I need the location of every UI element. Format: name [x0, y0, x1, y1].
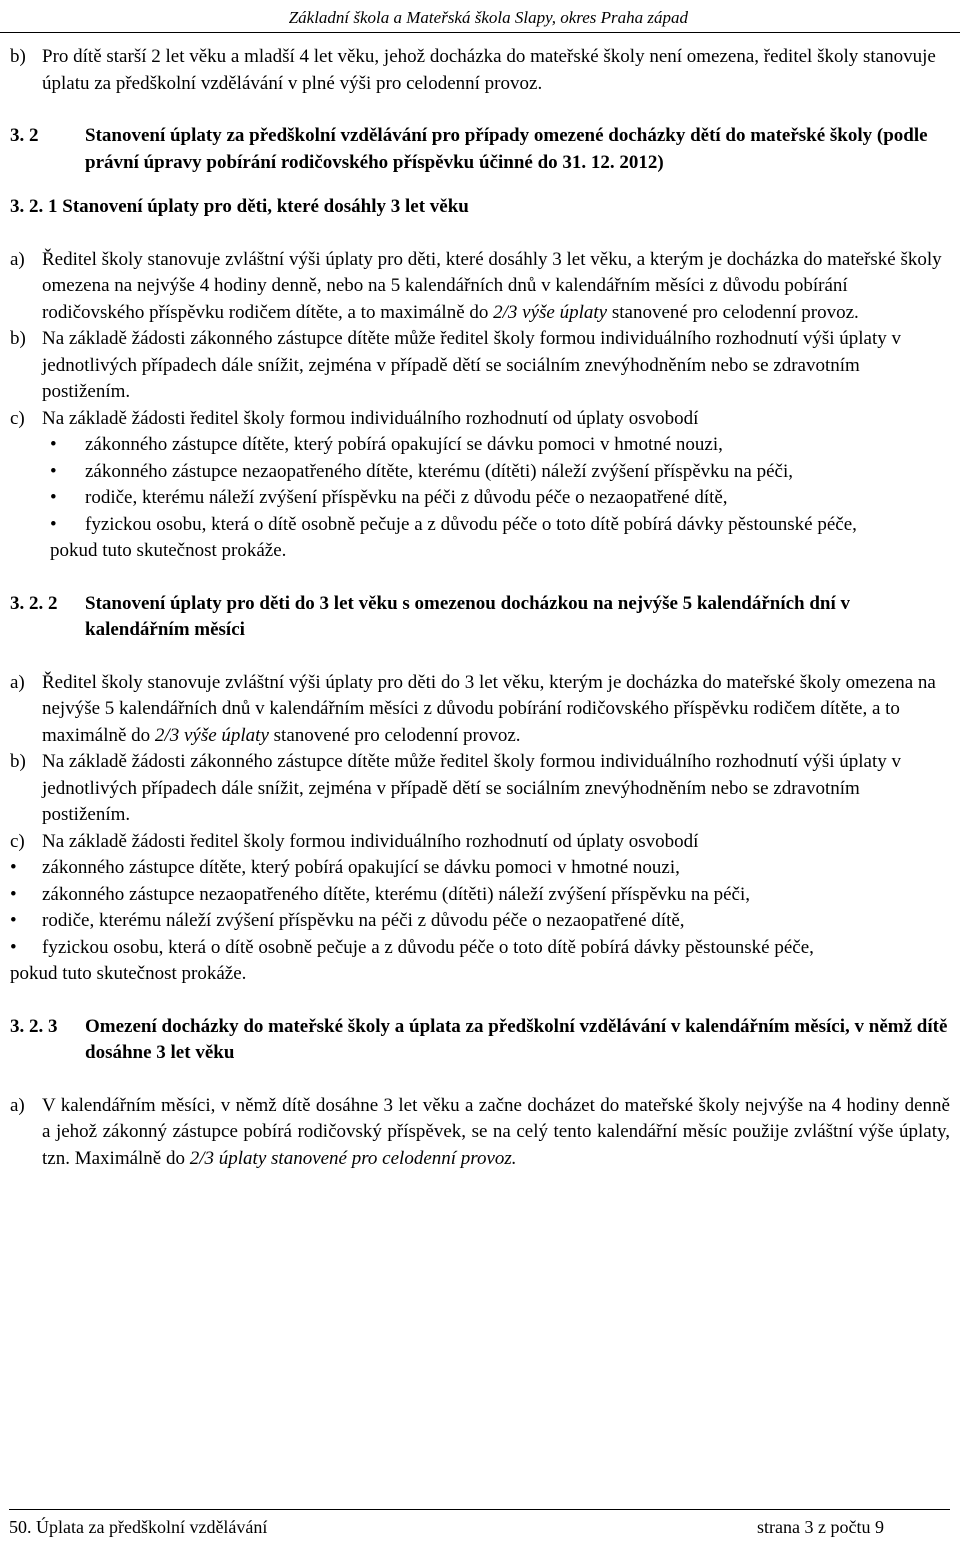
bullet-text: rodiče, kterému náleží zvýšení příspěvku na péči z důvodu péče o nezaopatřené dítě,	[85, 487, 728, 508]
document-body	[10, 44, 950, 1172]
section-number: 3. 2. 2	[10, 592, 58, 614]
text-run: Ředitel školy stanovuje zvláštní výši úplaty pro děti do 3 let věku, kterým je docházka do mateřské školy omezena na nejvýše 5 kalendářních dnů v kalendářním měsíci z důvodu pobírání rodičovského příspěvku rodičem dítěte, a to maximálně do	[42, 671, 936, 746]
bullet-item	[10, 935, 950, 962]
paragraph-a	[10, 670, 950, 750]
bullet-icon: •	[10, 910, 17, 931]
footer-chapter: 50. Úplata za předškolní vzdělávání	[9, 1517, 268, 1537]
intro-paragraph-b	[10, 44, 950, 97]
paragraph-text	[42, 1093, 950, 1173]
bullet-item	[10, 432, 950, 459]
paragraph-b	[10, 326, 950, 406]
section-number: 3. 2. 3	[10, 1015, 58, 1037]
closing-text: pokud tuto skutečnost prokáže.	[10, 963, 247, 984]
bullet-text: zákonného zástupce nezaopatřeného dítěte, kterému (dítěti) náleží zvýšení příspěvku na péči,	[42, 883, 750, 905]
bullet-item	[10, 485, 950, 512]
bullet-icon: •	[50, 513, 57, 535]
bullet-text: fyzickou osobu, která o dítě osobně pečuje a z důvodu péče o toto dítě pobírá dávky pěstounské péče,	[85, 513, 857, 535]
section-3-2-1-body	[10, 247, 950, 565]
paragraph-text	[42, 247, 950, 327]
bullet-item	[10, 512, 950, 539]
bullet-icon: •	[10, 857, 17, 878]
italic-run: 2/3 výše úplaty	[493, 301, 608, 323]
section-number: 3. 2	[10, 125, 39, 146]
list-label: a)	[10, 248, 25, 270]
page-footer	[9, 1509, 950, 1538]
section-title: Stanovení úplaty pro děti do 3 let věku s omezenou docházkou na nejvýše 5 kalendářních dní v kalendářním měsíci	[85, 592, 851, 640]
bullet-item	[10, 459, 950, 486]
text-run: Ředitel školy stanovuje zvláštní výši úplaty pro děti, které dosáhly 3 let věku, a kterým je docházka do mateřské školy omezena na nejvýše 4 hodiny denně, nebo na 5 kalendářních dnů v kalendářním měsíci z důvodu pobírání rodičovského příspěvku rodičem dítěte, a to maximálně do	[42, 248, 942, 323]
paragraph-a	[10, 247, 950, 327]
text-run: stanovené pro celodenní provoz.	[268, 724, 521, 746]
bullet-item	[10, 908, 950, 935]
section-title: Stanovení úplaty za předškolní vzdělávání pro případy omezené docházky dětí do mateřské školy (podle právní úpravy pobírání rodičovského příspěvku účinné do 31. 12. 2012)	[85, 125, 928, 173]
paragraph-text: Na základě žádosti ředitel školy formou individuálního rozhodnutí od úplaty osvobodí	[42, 830, 699, 852]
paragraph-text: Na základě žádosti ředitel školy formou individuálního rozhodnutí od úplaty osvobodí	[42, 407, 699, 429]
paragraph-text: Na základě žádosti zákonného zástupce dítěte může ředitel školy formou individuálního rozhodnutí výši úplaty v jednotlivých případech dále snížit, zejména v případě dětí se sociálním znevýhodněním nebo se zdravotním postižením.	[42, 328, 901, 402]
paragraph-b	[10, 749, 950, 829]
bullet-text: zákonného zástupce nezaopatřeného dítěte, kterému (dítěti) náleží zvýšení příspěvku na péči,	[85, 460, 793, 482]
text-run: stanovené pro celodenní provoz.	[607, 301, 859, 323]
section-3-2-3-body	[10, 1093, 950, 1173]
bullet-item	[10, 855, 950, 882]
paragraph-text: Na základě žádosti zákonného zástupce dítěte může ředitel školy formou individuálního rozhodnutí výši úplaty v jednotlivých případech dále snížit, zejména v případě dětí se sociálním znevýhodněním nebo se zdravotním postižením.	[42, 751, 901, 825]
italic-run: 2/3 výše úplaty	[154, 724, 269, 746]
closing-text: pokud tuto skutečnost prokáže.	[50, 540, 287, 561]
section-heading-3-2-1: 3. 2. 1 Stanovení úplaty pro děti, které dosáhly 3 let věku	[10, 196, 469, 217]
page-header	[0, 6, 960, 33]
bullet-icon: •	[50, 460, 57, 482]
list-label: a)	[10, 1094, 25, 1116]
section-3-2-2-body	[10, 670, 950, 988]
bullet-item	[10, 882, 950, 909]
section-heading-3-2-2	[10, 591, 950, 644]
bullet-icon: •	[50, 434, 57, 455]
list-label: c)	[10, 830, 25, 852]
list-label: c)	[10, 407, 25, 429]
paragraph-text: Pro dítě starší 2 let věku a mladší 4 let věku, jehož docházka do mateřské školy není omezena, ředitel školy stanovuje úplatu za předškolní vzdělávání v plné výši pro celodenní provoz.	[42, 46, 936, 94]
bullet-text: zákonného zástupce dítěte, který pobírá opakující se dávku pomoci v hmotné nouzi,	[42, 857, 680, 878]
bullet-icon: •	[10, 883, 17, 905]
bullet-text: zákonného zástupce dítěte, který pobírá opakující se dávku pomoci v hmotné nouzi,	[85, 434, 723, 455]
header-title: Základní škola a Mateřská škola Slapy, okres Praha západ	[288, 8, 688, 27]
text-run: V kalendářním měsíci, v němž dítě dosáhne 3 let věku a začne docházet do mateřské školy nejvýše na 4 hodiny denně a jehož zákonný zástupce pobírá rodičovský příspěvek, se na celý tento kalendářní měsíc použije zvláštní výše úplaty, tzn. Maximálně do	[42, 1094, 950, 1169]
section-heading-3-2	[10, 123, 950, 176]
list-label: b)	[10, 46, 26, 67]
bullet-text: rodiče, kterému náleží zvýšení příspěvku na péči z důvodu péče o nezaopatřené dítě,	[42, 910, 685, 931]
list-label: a)	[10, 671, 25, 693]
bullet-icon: •	[50, 487, 57, 508]
bullet-text: fyzickou osobu, která o dítě osobně pečuje a z důvodu péče o toto dítě pobírá dávky pěstounské péče,	[42, 936, 814, 958]
section-title: Omezení docházky do mateřské školy a úplata za předškolní vzdělávání v kalendářním měsíci, v němž dítě dosáhne 3 let věku	[85, 1015, 948, 1063]
section-heading-3-2-3	[10, 1014, 950, 1067]
page-number: strana 3 z počtu 9	[757, 1517, 884, 1537]
paragraph-text	[42, 670, 950, 750]
paragraph-a	[10, 1093, 950, 1173]
italic-run: 2/3 úplaty stanovené pro celodenní provoz.	[189, 1147, 517, 1169]
bullet-icon: •	[10, 936, 17, 958]
list-label: b)	[10, 328, 26, 349]
paragraph-c	[10, 406, 950, 433]
paragraph-c	[10, 829, 950, 856]
list-label: b)	[10, 751, 26, 772]
